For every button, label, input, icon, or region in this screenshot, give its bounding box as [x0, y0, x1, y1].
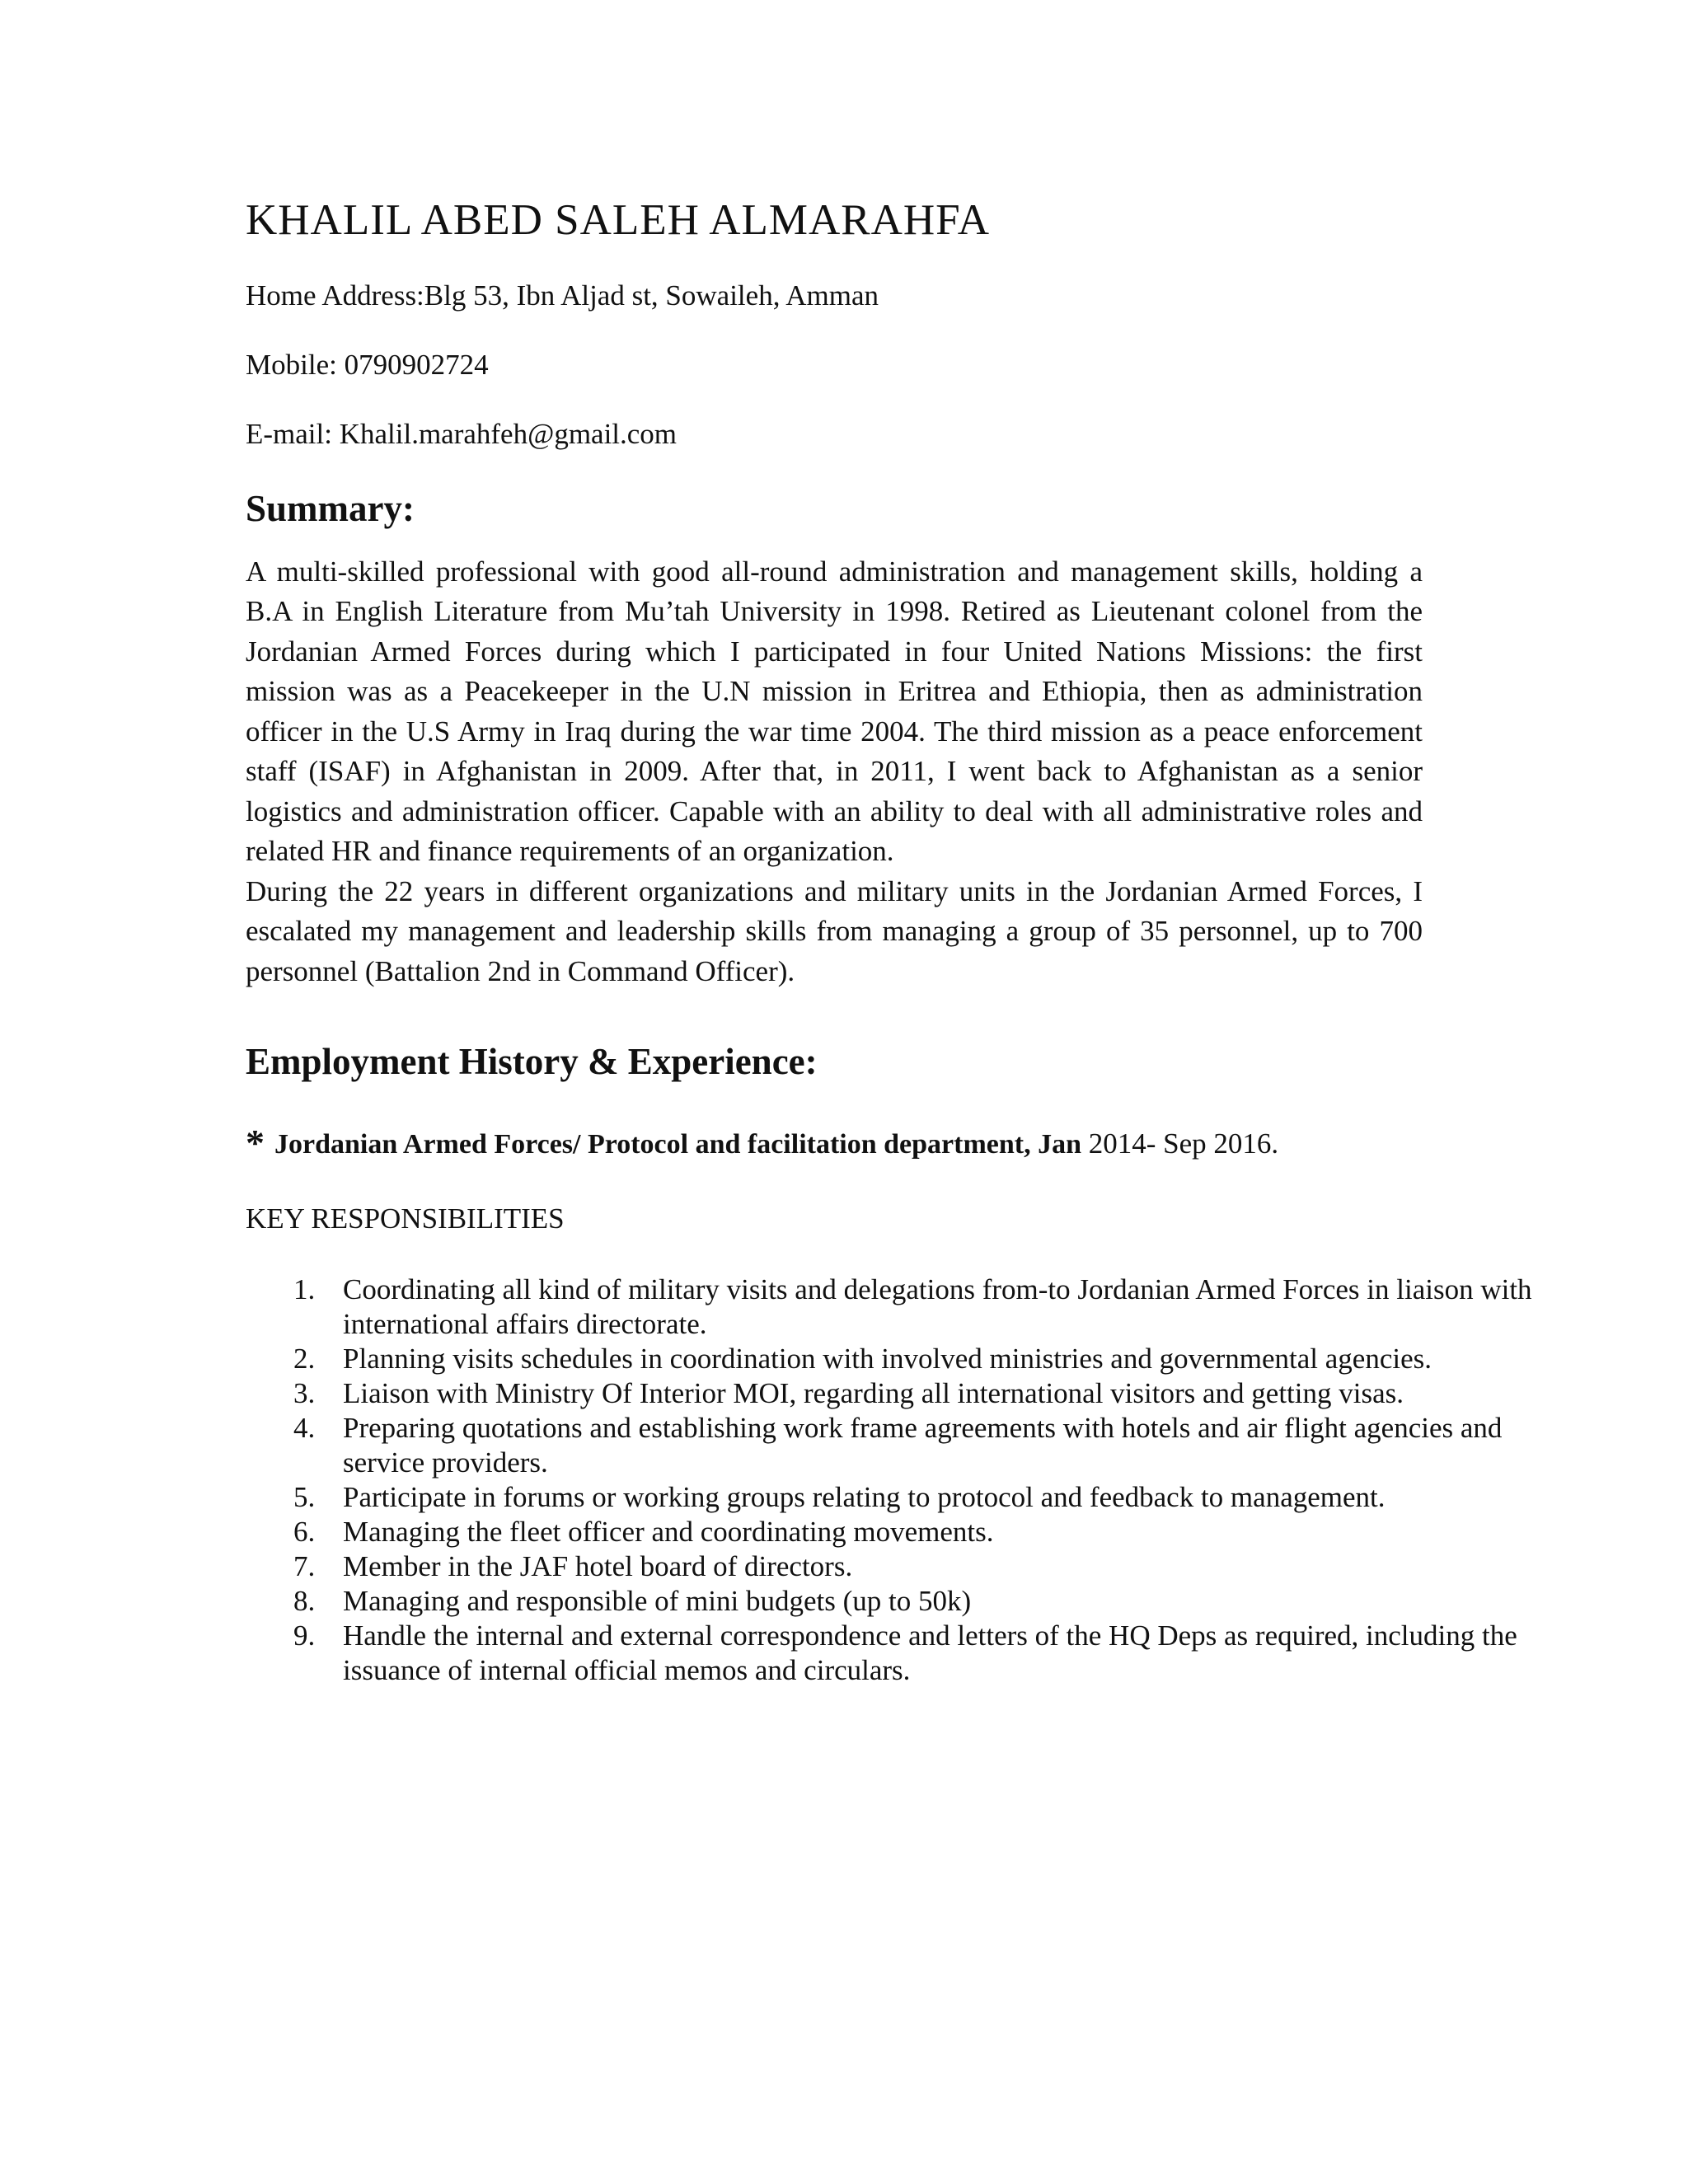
- list-number: 7.: [293, 1550, 316, 1583]
- list-number: 2.: [293, 1343, 316, 1376]
- list-number: 6.: [293, 1516, 316, 1549]
- mobile-number: Mobile: 0790902724: [246, 348, 489, 381]
- list-item: [246, 1515, 1574, 1549]
- summary-paragraph-2: During the 22 years in different organizations and military units in the Jordanian Armed Forces, I escalated my management and leadership skills from managing a group of 35 personnel, up to 700 personnel (Battalion 2nd in Command Officer).: [246, 874, 1423, 987]
- list-text: Participate in forums or working groups relating to protocol and feedback to management.: [343, 1481, 1386, 1514]
- responsibilities-list: [246, 1272, 1532, 1688]
- list-text: Managing the fleet officer and coordinating movements.: [343, 1516, 994, 1549]
- summary-heading: Summary:: [246, 487, 415, 529]
- list-item: [246, 1411, 1574, 1480]
- email-address: E-mail: Khalil.marahfeh@gmail.com: [246, 417, 678, 450]
- list-number: 5.: [293, 1481, 316, 1514]
- employment-heading: Employment History & Experience:: [246, 1041, 818, 1083]
- list-number: 8.: [293, 1585, 316, 1618]
- list-number: 3.: [293, 1377, 316, 1410]
- list-text: Liaison with Ministry Of Interior MOI, regarding all international visitors and getting visas.: [343, 1377, 1404, 1410]
- asterisk-bullet: *: [246, 1122, 265, 1165]
- list-text: Managing and responsible of mini budgets (up to 50k): [343, 1585, 972, 1618]
- list-text: Member in the JAF hotel board of directors.: [343, 1550, 853, 1583]
- list-number: 4.: [293, 1412, 316, 1445]
- list-item: [246, 1619, 1574, 1688]
- list-item: [246, 1272, 1574, 1342]
- list-number: 1.: [293, 1273, 316, 1306]
- resume-content: [246, 194, 1532, 1688]
- list-text: Planning visits schedules in coordination with involved ministries and governmental agencies.: [343, 1343, 1432, 1376]
- list-item: [246, 1584, 1574, 1619]
- candidate-name: KHALIL ABED SALEH ALMARAHFA: [246, 196, 990, 244]
- home-address: Home Address:Blg 53, Ibn Aljad st, Sowaileh, Amman: [246, 279, 879, 312]
- summary-paragraph-1: A multi-skilled professional with good all-round administration and management skills, holding a B.A in English Literature from Mu’tah University in 1998. Retired as Lieutenant colonel from the Jordanian Armed Forces during which I participated in four United Nations Missions: the first mission was as a Peacekeeper in the U.N mission in Eritrea and Ethiopia, then as administration officer in the U.S Army in Iraq during the war time 2004. The third mission as a peace enforcement staff (ISAF) in Afghanistan in 2009. After that, in 2011, I went back to Afghanistan as a senior logistics and administration officer. Capable with an ability to deal with all administrative roles and related HR and finance requirements of an organization.: [246, 555, 1423, 868]
- job-title: Jordanian Armed Forces/ Protocol and facilitation department, Jan: [274, 1129, 1082, 1160]
- list-text: Coordinating all kind of military visits and delegations from-to Jordanian Armed Forces in liaison with international affairs directorate.: [343, 1273, 1532, 1341]
- job-entry: [246, 1120, 1423, 1165]
- list-item: [246, 1342, 1574, 1376]
- job-dates: 2014- Sep 2016.: [1081, 1127, 1279, 1160]
- list-item: [246, 1480, 1574, 1515]
- key-responsibilities-label: KEY RESPONSIBILITIES: [246, 1202, 565, 1235]
- list-item: [246, 1549, 1574, 1584]
- list-item: [246, 1376, 1574, 1411]
- list-text: Handle the internal and external correspondence and letters of the HQ Deps as required, including the issuance of internal official memos and circulars.: [343, 1619, 1517, 1687]
- list-number: 9.: [293, 1619, 316, 1652]
- list-text: Preparing quotations and establishing work frame agreements with hotels and air flight agencies and service providers.: [343, 1412, 1503, 1479]
